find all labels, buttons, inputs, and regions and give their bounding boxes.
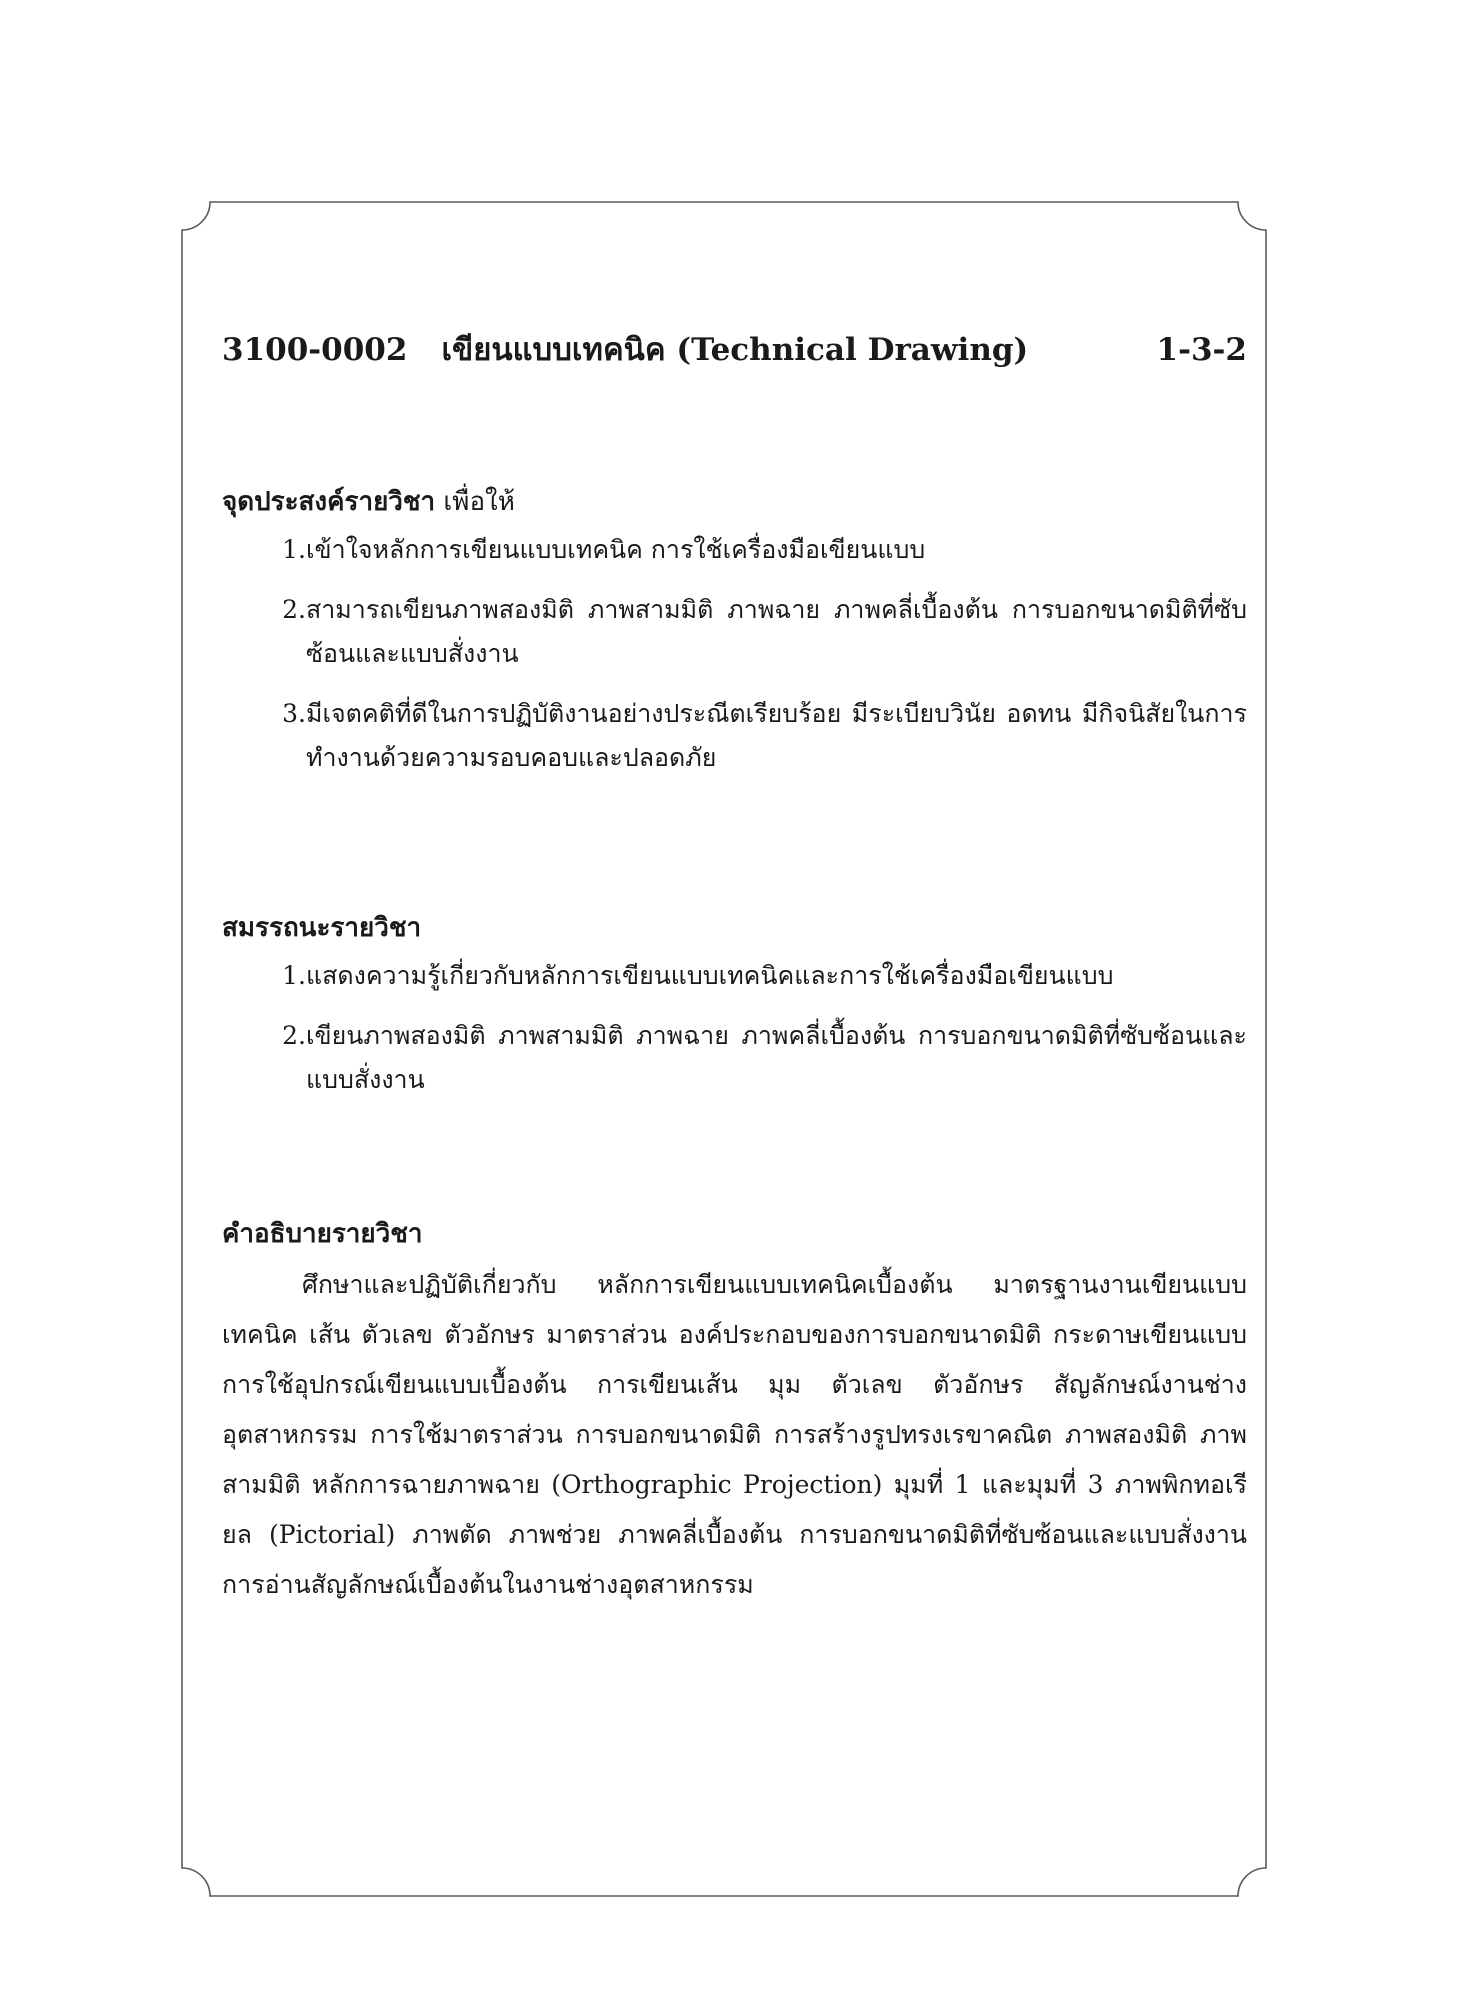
list-item-text: เขียนภาพสองมิติ ภาพสามมิติ ภาพฉาย ภาพคลี่เบื้องต้น การบอกขนาดมิติที่ซับซ้อนและแบบสั่งงาน bbox=[306, 1021, 1247, 1094]
list-item-text: เข้าใจหลักการเขียนแบบเทคนิค การใช้เครื่องมือเขียนแบบ bbox=[306, 535, 926, 564]
list-item bbox=[222, 588, 1247, 676]
description-text: ศึกษาและปฏิบัติเกี่ยวกับ หลักการเขียนแบบเทคนิคเบื้องต้น มาตรฐานงานเขียนแบบเทคนิค เส้น ตัวเลข ตัวอักษร มาตราส่วน องค์ประกอบของการบอกขนาดมิติ กระดาษเขียนแบบ การใช้อุปกรณ์เขียนแบบเบื้องต้น การเขียนเส้น มุม ตัวเลข ตัวอักษร สัญลักษณ์งานช่างอุตสาหกรรม การใช้มาตราส่วน การบอกขนาดมิติ การสร้างรูปทรงเรขาคณิต ภาพสองมิติ ภาพสามมิติ หลักการฉายภาพฉาย (Orthographic Projection) มุมที่ 1 และมุมที่ 3 ภาพพิกทอเรียล (Pictorial) ภาพตัด ภาพช่วย ภาพคลี่เบื้องต้น การบอกขนาดมิติที่ซับซ้อนและแบบสั่งงาน การอ่านสัญลักษณ์เบื้องต้นในงานช่างอุตสาหกรรม bbox=[222, 1270, 1247, 1599]
list-item-text: สามารถเขียนภาพสองมิติ ภาพสามมิติ ภาพฉาย ภาพคลี่เบื้องต้น การบอกขนาดมิติที่ซับซ้อนและแบบสั่งงาน bbox=[306, 595, 1247, 668]
list-item-number: 1. bbox=[282, 961, 306, 990]
course-credits: 1-3-2 bbox=[1156, 332, 1247, 368]
competencies-title: สมรรถนะรายวิชา bbox=[222, 913, 422, 943]
competencies-section bbox=[222, 908, 1247, 1118]
list-item-number: 2. bbox=[282, 595, 306, 624]
description-title: คำอธิบายรายวิชา bbox=[222, 1219, 423, 1249]
objectives-list bbox=[222, 528, 1247, 780]
list-item bbox=[222, 692, 1247, 780]
list-item bbox=[222, 954, 1247, 998]
objectives-title: จุดประสงค์รายวิชา bbox=[222, 487, 436, 517]
list-item-text: แสดงความรู้เกี่ยวกับหลักการเขียนแบบเทคนิคและการใช้เครื่องมือเขียนแบบ bbox=[306, 961, 1114, 990]
list-item-number: 2. bbox=[282, 1021, 306, 1050]
course-header bbox=[222, 330, 1247, 370]
description-section bbox=[222, 1214, 1247, 1610]
objectives-section bbox=[222, 482, 1247, 796]
course-heading bbox=[222, 330, 1028, 370]
competencies-list bbox=[222, 954, 1247, 1102]
list-item-number: 1. bbox=[282, 535, 306, 564]
page-content bbox=[222, 330, 1247, 1599]
list-item bbox=[222, 1014, 1247, 1102]
course-code: 3100-0002 bbox=[222, 332, 408, 368]
objectives-heading bbox=[222, 482, 1247, 522]
list-item-text: มีเจตคติที่ดีในการปฏิบัติงานอย่างประณีตเรียบร้อย มีระเบียบวินัย อดทน มีกิจนิสัยในการทำงานด้วยความรอบคอบและปลอดภัย bbox=[306, 699, 1247, 772]
objectives-suffix: เพื่อให้ bbox=[435, 487, 515, 517]
course-title: เขียนแบบเทคนิค (Technical Drawing) bbox=[441, 332, 1029, 368]
list-item-number: 3. bbox=[282, 699, 306, 728]
list-item bbox=[222, 528, 1247, 572]
